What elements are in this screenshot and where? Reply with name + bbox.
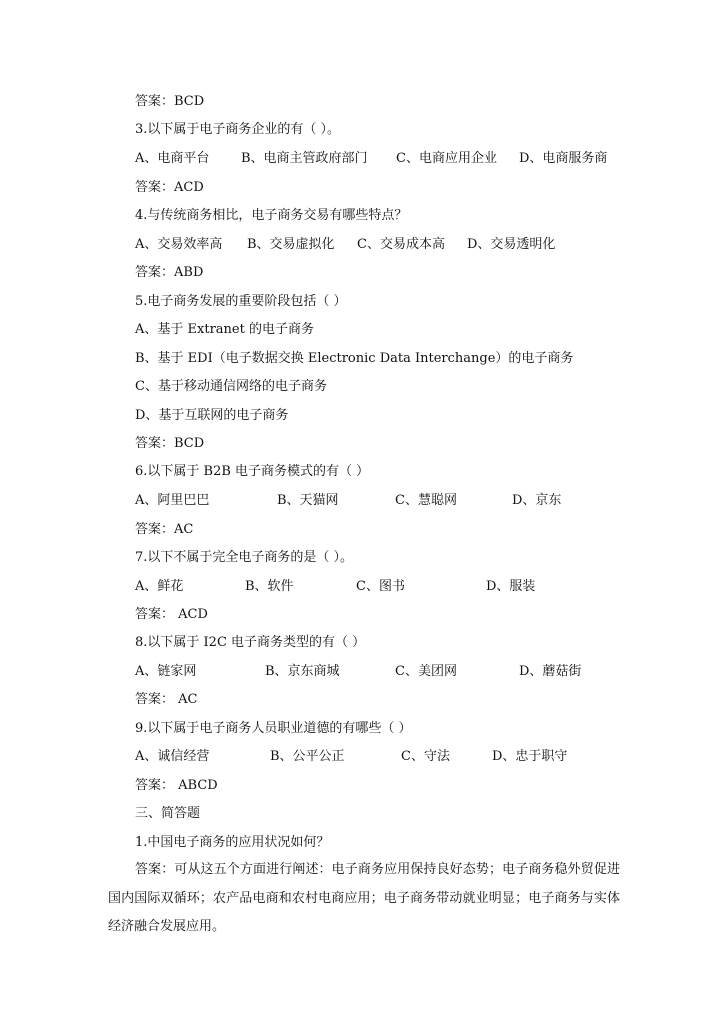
question-6: 6.以下属于 B2B 电子商务模式的有（ ） bbox=[135, 464, 370, 479]
option-b: B、软件 bbox=[245, 579, 294, 594]
answer-q9: 答案： ABCD bbox=[135, 778, 218, 793]
option-c: C、图书 bbox=[356, 579, 405, 594]
question-3: 3.以下属于电子商务企业的有（ ）。 bbox=[135, 122, 341, 137]
option-d: D、服装 bbox=[486, 579, 536, 594]
option-a: A、诚信经营 bbox=[135, 749, 210, 764]
question-9: 9.以下属于电子商务人员职业道德的有哪些（ ） bbox=[135, 721, 412, 736]
option-b: B、京东商城 bbox=[265, 664, 340, 679]
short-question-1: 1.中国电子商务的应用状况如何？ bbox=[135, 835, 330, 850]
option-a: A、鲜花 bbox=[135, 579, 184, 594]
question-5-option-a: A、基于 Extranet 的电子商务 bbox=[135, 322, 314, 337]
answer-q7: 答案： ACD bbox=[135, 607, 208, 622]
answer-q4: 答案：ABD bbox=[135, 265, 204, 280]
option-b: B、天猫网 bbox=[277, 493, 339, 508]
option-c: C、电商应用企业 bbox=[396, 151, 497, 166]
option-d: D、忠于职守 bbox=[492, 749, 568, 764]
question-5-option-c: C、基于移动通信网络的电子商务 bbox=[135, 379, 327, 394]
answer-q2: 答案：BCD bbox=[135, 94, 205, 109]
option-c: C、守法 bbox=[401, 749, 450, 764]
question-5-option-d: D、基于互联网的电子商务 bbox=[135, 408, 289, 423]
option-c: C、美团网 bbox=[395, 664, 457, 679]
option-a: A、交易效率高 bbox=[135, 237, 223, 252]
option-b: B、公平公正 bbox=[270, 749, 345, 764]
question-5: 5.电子商务发展的重要阶段包括（ ） bbox=[135, 294, 347, 309]
option-b: B、交易虚拟化 bbox=[247, 237, 335, 252]
question-7: 7.以下不属于完全电子商务的是（ ）。 bbox=[135, 550, 354, 565]
option-a: A、阿里巴巴 bbox=[135, 493, 210, 508]
option-a: A、电商平台 bbox=[135, 151, 210, 166]
option-d: D、京东 bbox=[512, 493, 562, 508]
answer-q3: 答案：ACD bbox=[135, 180, 204, 195]
answer-q6: 答案：AC bbox=[135, 522, 194, 537]
answer-q8: 答案： AC bbox=[135, 692, 198, 707]
option-d: D、蘑菇街 bbox=[519, 664, 582, 679]
section-heading: 三、简答题 bbox=[135, 806, 201, 821]
option-a: A、链家网 bbox=[135, 664, 197, 679]
answer-paragraph: 答案：可从这五个方面进行阐述：电子商务应用保持良好态势；电子商务稳外贸促进国内国际双循环；农产品电商和农村电商应用；电子商务带动就业明显；电子商务与实体经济融合发展应用。 bbox=[108, 862, 620, 934]
option-b: B、电商主管政府部门 bbox=[241, 151, 368, 166]
option-d: D、电商服务商 bbox=[519, 151, 608, 166]
question-5-option-b: B、基于 EDI（电子数据交换 Electronic Data Interchange）的电子商务 bbox=[135, 351, 574, 366]
question-8: 8.以下属于 I2C 电子商务类型的有（ ） bbox=[135, 635, 366, 650]
option-d: D、交易透明化 bbox=[467, 237, 556, 252]
question-4: 4.与传统商务相比，电子商务交易有哪些特点？ bbox=[135, 208, 408, 223]
option-c: C、慧聪网 bbox=[395, 493, 457, 508]
option-c: C、交易成本高 bbox=[357, 237, 445, 252]
answer-q5: 答案：BCD bbox=[135, 436, 205, 451]
